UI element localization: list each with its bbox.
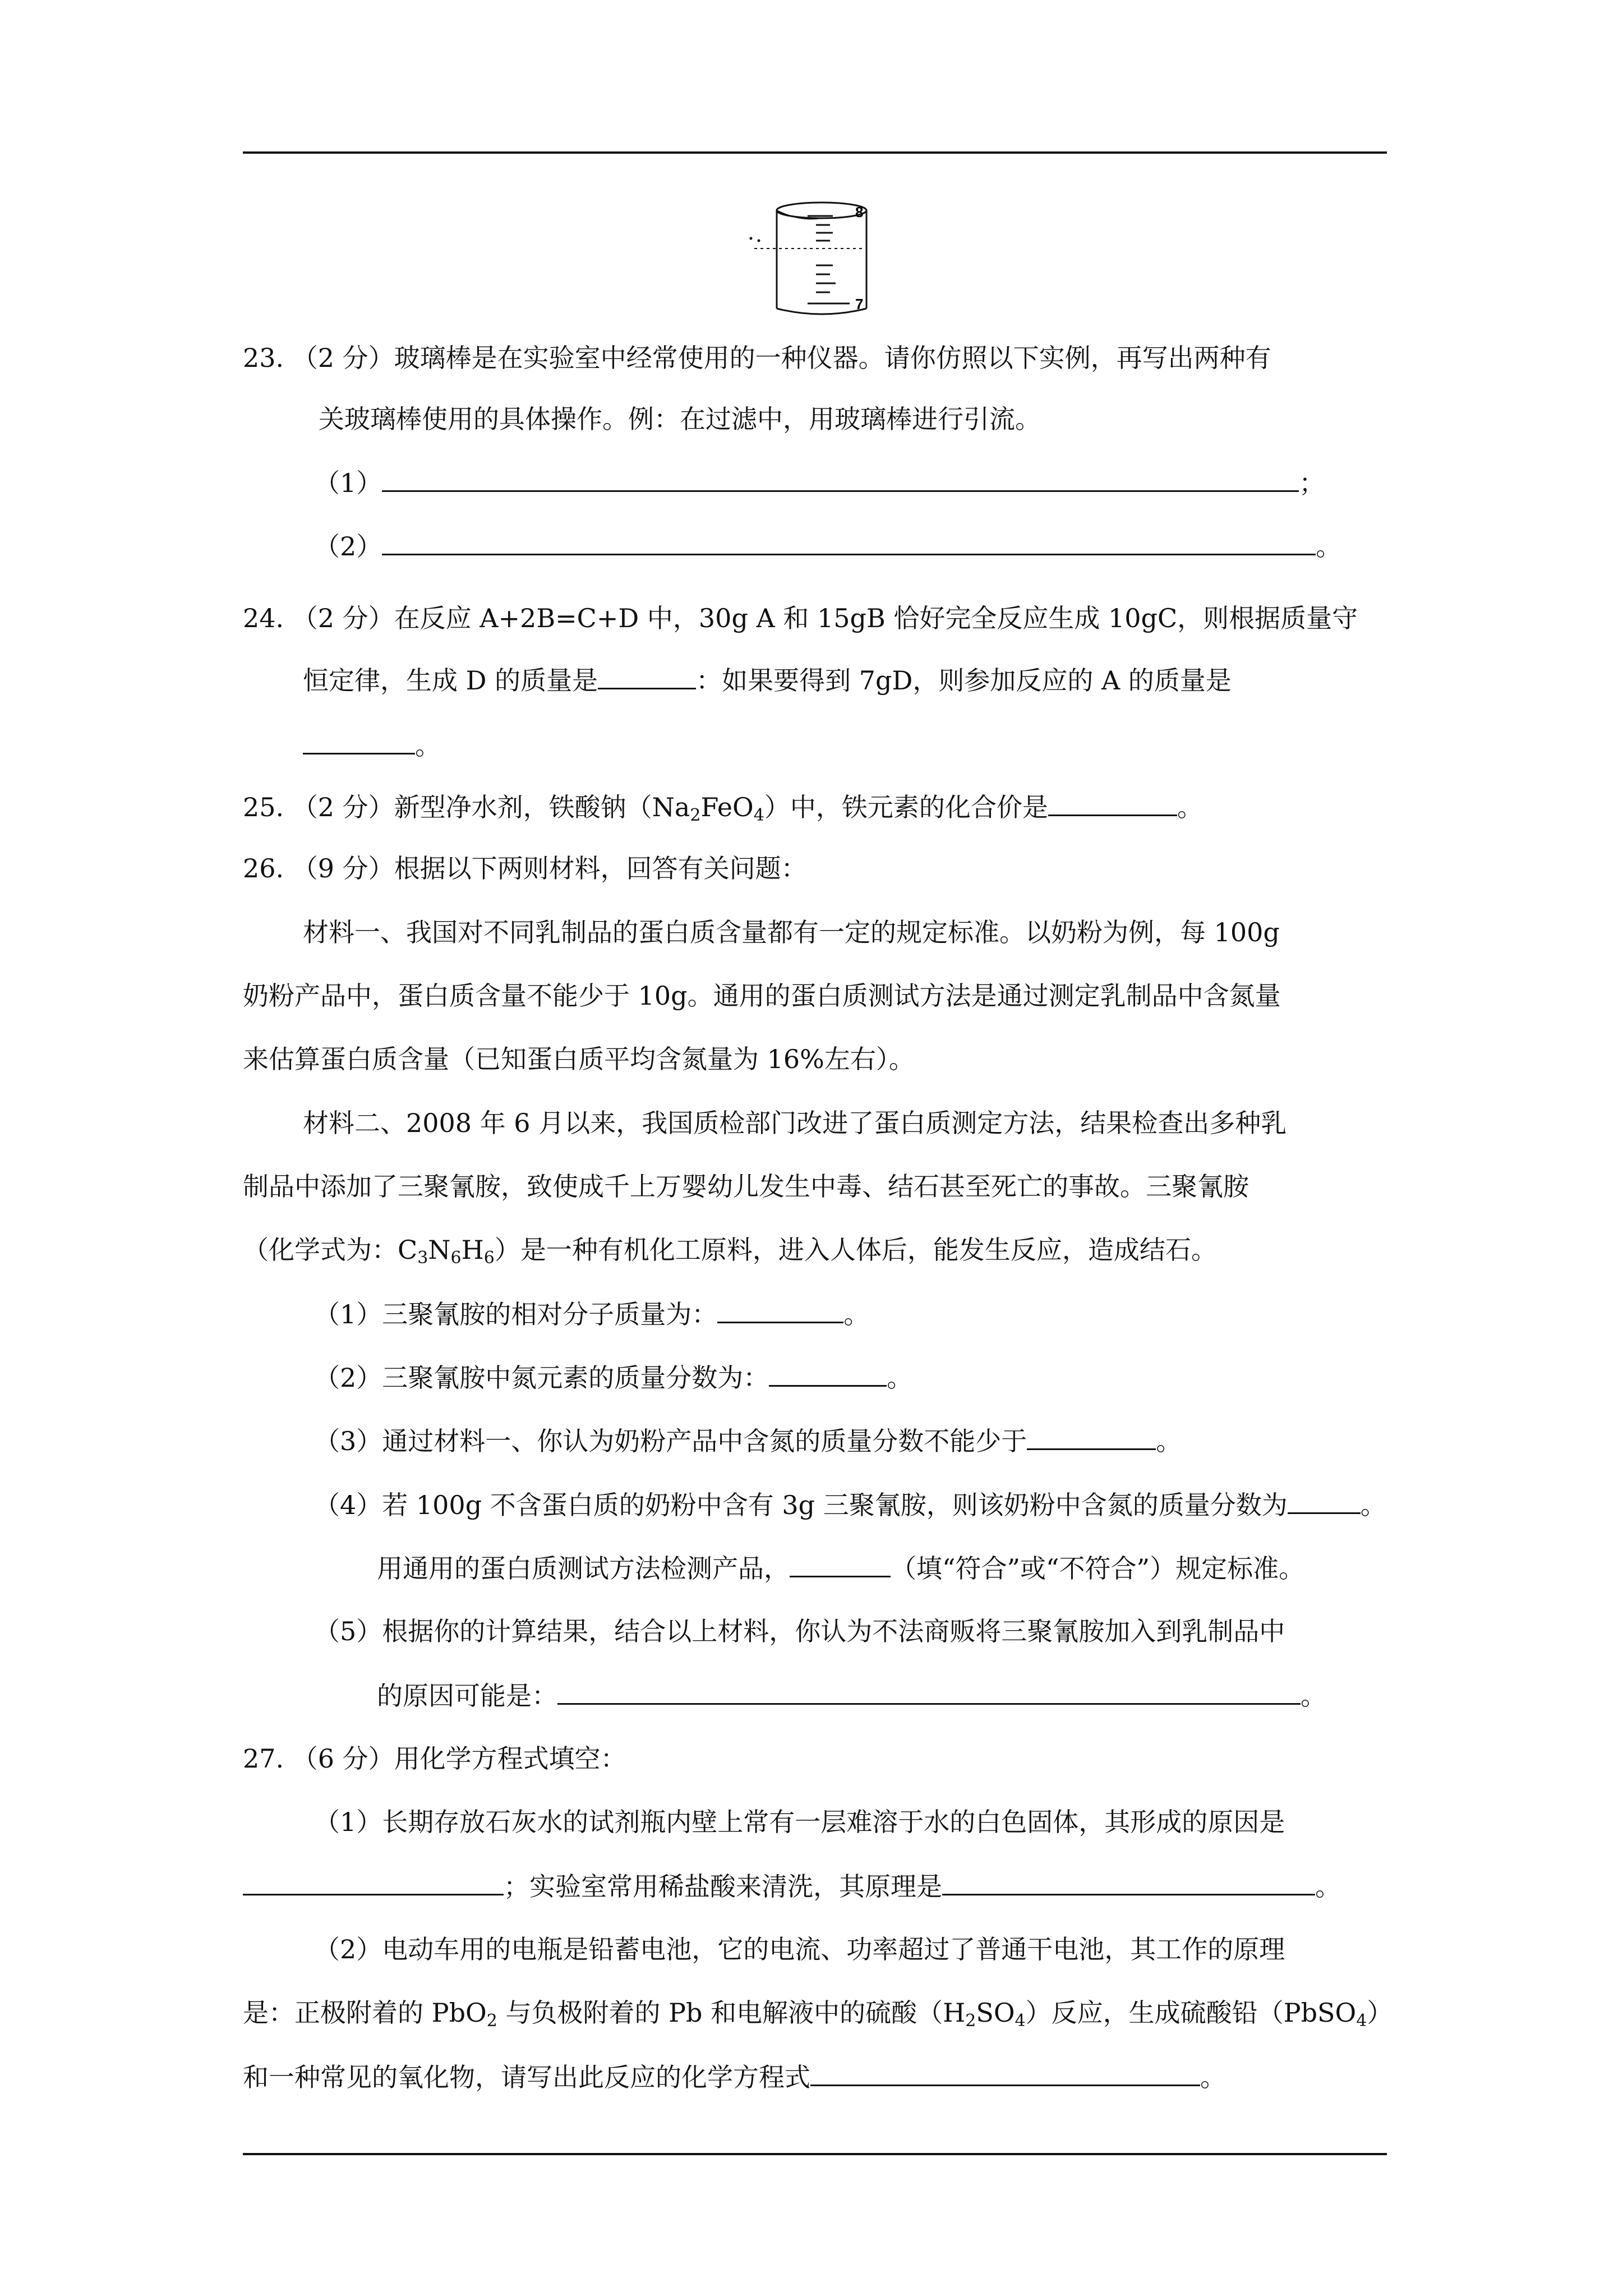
q26-line1: 26. （9 分）根据以下两则材料，回答有关问题： (243, 853, 807, 884)
q26-m2-line3d: ）是一种有机化工原料，进入人体后，能发生反应，造成结石。 (494, 1235, 1217, 1265)
q23-item1 (314, 466, 1325, 500)
q26-s5-line2-text: 的原因可能是： (377, 1681, 557, 1711)
q27-p2-end: 。 (1200, 2062, 1226, 2092)
q24-line3-end: 。 (415, 730, 441, 761)
q25-line (243, 790, 1203, 824)
q25-text-c: ）中，铁元素的化合价是 (764, 792, 1048, 822)
q27-p2-line3 (243, 2060, 1226, 2094)
q26-m1-line1: 材料一、我国对不同乳制品的蛋白质含量都有一定的规定标准。以奶粉为例，每 100g (303, 917, 1280, 947)
q23-item2-blank[interactable] (382, 529, 1316, 555)
q24-line3 (303, 728, 441, 762)
q27-p2-sub2: 2 (965, 2011, 976, 2031)
top-rule (243, 151, 1387, 154)
q23-item2 (314, 529, 1341, 563)
q27-p2-line3-text: 和一种常见的氧化物，请写出此反应的化学方程式 (243, 2062, 810, 2092)
q26-s3-blank[interactable] (1027, 1424, 1156, 1450)
q26-s4-blank1[interactable] (1288, 1488, 1361, 1514)
q25-sub-b: 4 (753, 806, 764, 825)
q26-s4-line2 (377, 1551, 1304, 1585)
q27-p2-line2 (243, 1996, 1393, 2030)
q24-line2b: ：如果要得到 7gD，则参加反应的 A 的质量是 (696, 665, 1232, 696)
q26-m2-sub1: 3 (417, 1248, 428, 1268)
q26-s5-end: 。 (1301, 1681, 1326, 1711)
q26-s2 (314, 1360, 912, 1395)
q23-line1: 23. （2 分）玻璃棒是在实验室中经常使用的一种仪器。请你仿照以下实例，再写出两种有 (243, 343, 1271, 373)
q27-p1-blank2[interactable] (942, 1869, 1315, 1895)
q27-line1: 27. （6 分）用化学方程式填空： (243, 1743, 626, 1774)
q26-s4-end: 。 (1360, 1490, 1386, 1520)
q26-s3-end: 。 (1156, 1426, 1182, 1456)
q26-s3 (314, 1424, 1182, 1458)
q26-m1-line2: 奶粉产品中，蛋白质含量不能少于 10g。通用的蛋白质测试方法是通过测定乳制品中含氮量 (243, 981, 1281, 1011)
q26-s2-blank[interactable] (769, 1360, 887, 1387)
q26-m2-line3c: H (461, 1235, 484, 1265)
bottom-rule (243, 2153, 1387, 2155)
q26-m2-line1: 材料二、2008 年 6 月以来，我国质检部门改进了蛋白质测定方法，结果检查出多种乳 (303, 1108, 1287, 1138)
q24-blank2[interactable] (303, 728, 415, 754)
q26-s4-line2b: （填“符合”或“不符合”）规定标准。 (891, 1553, 1305, 1584)
q27-p2-a: 是：正极附着的 PbO (243, 1998, 487, 2028)
q26-s3-text: （3）通过材料一、你认为奶粉产品中含氮的质量分数不能少于 (314, 1426, 1027, 1456)
q26-m1-line3: 来估算蛋白质含量（已知蛋白质平均含氮量为 16%左右）。 (243, 1044, 915, 1074)
q25-text-a: 25. （2 分）新型净水剂，铁酸钠（Na (243, 792, 690, 822)
q24-line2 (303, 663, 1232, 697)
q27-p1-mid: ；实验室常用稀盐酸来清洗，其原理是 (504, 1871, 942, 1902)
q27-p2-sub1: 2 (486, 2011, 497, 2031)
q23-item1-end: ； (1299, 468, 1325, 498)
q27-p2-sub3: 4 (1015, 2011, 1026, 2031)
q26-s2-end: 。 (887, 1363, 913, 1393)
q26-m2-sub3: 6 (483, 1248, 495, 1268)
q27-p2-c: SO (976, 1998, 1015, 2028)
q26-s1-text: （1）三聚氰胺的相对分子质量为： (314, 1299, 718, 1329)
q26-s4 (314, 1488, 1386, 1522)
q26-s5-blank[interactable] (557, 1678, 1301, 1705)
q26-m2-line3b: N (428, 1235, 451, 1265)
q26-s2-text: （2）三聚氰胺中氮元素的质量分数为： (314, 1363, 769, 1393)
q27-p2-e: ） (1367, 1998, 1393, 2028)
q24-blank1[interactable] (598, 663, 696, 689)
cylinder-label-bottom: 7 (855, 296, 864, 312)
q23-item1-blank[interactable] (382, 466, 1299, 492)
q27-p2-line1: （2）电动车用的电瓶是铅蓄电池，它的电流、功率超过了普通干电池，其工作的原理 (314, 1934, 1285, 1964)
q27-p1-line2 (243, 1869, 1341, 1903)
q25-end: 。 (1177, 792, 1203, 822)
q25-blank[interactable] (1048, 790, 1177, 816)
q26-s1 (314, 1297, 869, 1331)
q25-text-b: FeO (700, 792, 754, 822)
q27-p2-d: ）反应，生成硫酸铅（PbSO (1025, 1998, 1357, 2028)
q23-line2: 关玻璃棒使用的具体操作。例：在过滤中，用玻璃棒进行引流。 (319, 404, 1041, 434)
graduated-cylinder-figure (743, 194, 883, 328)
q26-s1-blank[interactable] (717, 1297, 843, 1323)
q26-s5: （5）根据你的计算结果，结合以上材料，你认为不法商贩将三聚氰胺加入到乳制品中 (314, 1616, 1285, 1646)
q27-p2-b: 与负极附着的 Pb 和电解液中的硫酸（H (497, 1998, 966, 2028)
q26-s5-line2 (377, 1678, 1326, 1713)
q27-p2-sub4: 4 (1356, 2011, 1367, 2031)
q23-item2-label: （2） (314, 531, 382, 562)
q24-line2a: 恒定律，生成 D 的质量是 (303, 665, 598, 696)
q24-line1: 24. （2 分）在反应 A+2B=C+D 中，30g A 和 15gB 恰好完全反应生成 10gC，则根据质量守 (243, 603, 1358, 633)
q27-p1-blank1[interactable] (243, 1869, 504, 1895)
q26-s4-line2a: 用通用的蛋白质测试方法检测产品， (377, 1553, 790, 1584)
q25-sub-a: 2 (690, 806, 701, 825)
q23-item2-end: 。 (1316, 531, 1342, 562)
q26-s4-blank2[interactable] (790, 1551, 891, 1577)
q26-s4-text: （4）若 100g 不含蛋白质的奶粉中含有 3g 三聚氰胺，则该奶粉中含氮的质量分数为 (314, 1490, 1288, 1520)
q27-p1-end: 。 (1315, 1871, 1341, 1902)
q27-p1-line1: （1）长期存放石灰水的试剂瓶内壁上常有一层难溶于水的白色固体，其形成的原因是 (314, 1807, 1285, 1837)
q26-m2-line2: 制品中添加了三聚氰胺，致使成千上万婴幼儿发生中毒、结石甚至死亡的事故。三聚氰胺 (243, 1171, 1249, 1202)
q27-p2-blank[interactable] (810, 2060, 1200, 2086)
q26-s1-end: 。 (843, 1299, 870, 1329)
q26-m2-line3a: （化学式为：C (243, 1235, 418, 1265)
q26-m2-line3 (243, 1233, 1217, 1267)
q26-m2-sub2: 6 (450, 1248, 462, 1268)
cylinder-label-top: 8 (855, 204, 864, 220)
q23-item1-label: （1） (314, 468, 382, 498)
